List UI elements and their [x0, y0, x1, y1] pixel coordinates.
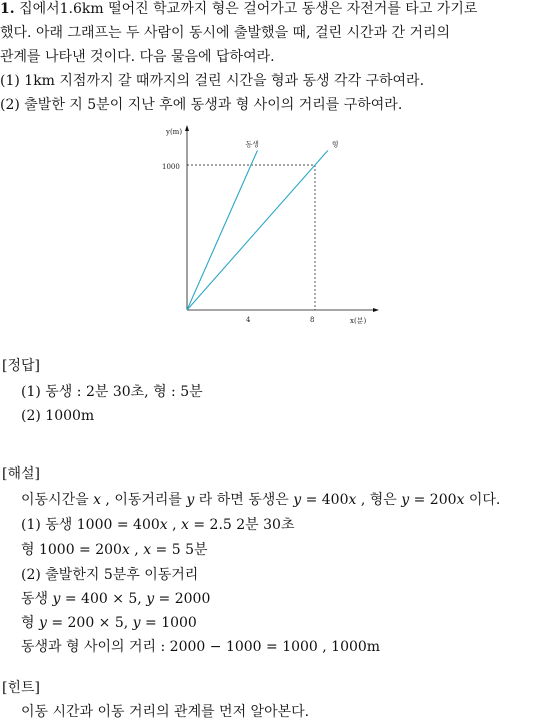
x-axis-label: x(분)	[350, 317, 367, 325]
problem-number: 1.	[0, 1, 15, 17]
explanation-2: (1) 동생 1000 = 400𝑥 , 𝑥 = 2.5 2분 30초	[21, 517, 295, 533]
hint-label: [힌트]	[2, 680, 40, 696]
problem-line-2: 했다. 아래 그래프는 두 사람이 동시에 출발했을 때, 걸린 시간과 간 거리의	[0, 25, 451, 41]
answer-1: (1) 동생 : 2분 30초, 형 : 5분	[21, 384, 203, 400]
explanation-7: 동생과 형 사이의 거리 : 2000 − 1000 = 1000 , 1000m	[21, 639, 381, 655]
explanation-label: [해설]	[2, 466, 40, 482]
y-axis-label: y(m)	[166, 128, 183, 136]
y-tick-1000: 1000	[162, 163, 180, 171]
y-axis-arrow	[185, 125, 189, 131]
hint-1: 이동 시간과 이동 거리의 관계를 먼저 알아본다.	[21, 704, 310, 720]
explanation-5: 동생 𝑦 = 400 × 5, 𝑦 = 2000	[21, 591, 211, 607]
answer-label: [정답]	[2, 358, 40, 374]
graph-svg	[150, 120, 390, 330]
distance-time-graph	[150, 120, 390, 330]
x-axis-arrow	[373, 308, 379, 312]
x-tick-4: 4	[246, 316, 251, 324]
series-line-younger-brother	[187, 151, 257, 311]
problem-text-1: 집에서1.6km 떨어진 학교까지 형은 걸어가고 동생은 자전거를 타고 가기로	[19, 1, 478, 17]
series-line-older-brother	[187, 151, 328, 311]
question-2: (2) 출발한 지 5분이 지난 후에 동생과 형 사이의 거리를 구하여라.	[0, 97, 403, 113]
problem-line-1	[0, 1, 477, 17]
series-label-older-brother: 형	[331, 140, 339, 149]
explanation-6: 형 𝑦 = 200 × 5, 𝑦 = 1000	[21, 615, 197, 631]
explanation-1: 이동시간을 𝑥 , 이동거리를 𝑦 라 하면 동생은 𝑦 = 400𝑥 , 형은 𝑦 = 200𝑥 이다.	[21, 492, 501, 508]
answer-2: (2) 1000m	[21, 408, 95, 424]
question-1: (1) 1km 지점까지 갈 때까지의 걸린 시간을 형과 동생 각각 구하여라.	[0, 73, 425, 89]
x-tick-8: 8	[310, 316, 315, 324]
explanation-3: 형 1000 = 200𝑥 , 𝑥 = 5 5분	[21, 542, 208, 558]
series-label-younger-brother: 동생	[245, 140, 259, 149]
problem-line-3: 관계를 나타낸 것이다. 다음 물음에 답하여라.	[0, 49, 275, 65]
explanation-4: (2) 출발한지 5분후 이동거리	[21, 567, 199, 583]
